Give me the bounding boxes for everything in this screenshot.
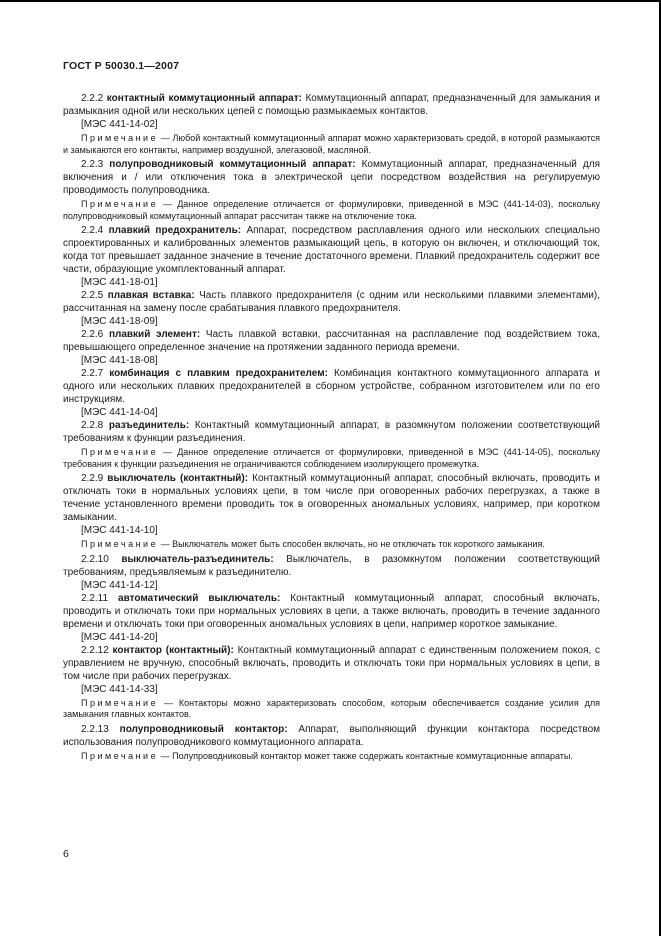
note-text: — Любой контактный коммутационный аппарат можно характеризовать средой, в которой размыкаются и замыкаются его контакты, например воздушной, элегазовой, масляной. [63, 133, 600, 155]
iec-reference: [МЭС 441-18-01] [81, 277, 158, 288]
definition-text: Контактный коммутационный аппарат, в разомкнутом положении соответствующий требованиям к функции разъединения. [63, 420, 601, 444]
clause-number: 2.2.2 [81, 93, 104, 104]
clause-number: 2.2.13 [81, 723, 109, 735]
note-label: Примечание [81, 539, 159, 549]
note-paragraph [63, 133, 600, 156]
definition-text: Контактный коммутационный аппарат с единственным положением покоя, с управлением не вручную, способный включать, проводить и отключать токи при нормальных условиях в цепи, в том числе при рабочих перегрузках. [63, 644, 600, 682]
definition-paragraph [63, 328, 600, 354]
clause-number: 2.2.9 [81, 473, 104, 484]
definition-text: Часть плавкого предохранителя (с одним или несколькими плавкими элементами), рассчитанная на замену после срабатывания плавкого предохранителя. [63, 290, 601, 314]
definition-text: Аппарат, посредством расплавления одного или нескольких специально спроектированных и калиброванных элементов размыкающий цепь, в которую он включен, и отключающий ток, когда тот превышает заданное значение в течение достаточного времени. Плавкий предохранитель содержит все части, образующие укомплектованный аппарат. [63, 225, 600, 275]
definition-text: Контактный коммутационный аппарат, способный включать, проводить и отключать токи в нормальных условиях цепи, в том числе при оговоренных рабочих перегрузках, а также в течение установленного времени проводить ток в оговоренных аномальных условиях, например, при коротком замыкании. [63, 473, 601, 523]
definition-paragraph [63, 553, 600, 579]
page-content [63, 92, 600, 764]
definition-text: Аппарат, выполняющий функции контактора посредством использования полупроводникового коммутационного аппарата. [63, 723, 601, 748]
note-paragraph [63, 539, 600, 551]
clause-number: 2.2.7 [81, 368, 104, 379]
note-text: — Контакторы можно характеризовать способом, которым обеспечивается создание усилия для замыкания главных контактов. [63, 697, 600, 719]
note-text: — Данное определение отличается от формулировки, приведенной в МЭС (441-14-05), поскольку требования к функции разъединения не ограничиваются соблюдением изолирующего промежутка. [63, 447, 600, 469]
term: полупроводниковый контактор: [119, 723, 288, 735]
clause-number: 2.2.8 [81, 420, 104, 431]
note-text: — Выключатель может быть способен включать, но не отключать ток короткого замыкания. [160, 539, 545, 549]
page-number: 6 [63, 848, 69, 860]
iec-reference: [МЭС 441-14-12] [81, 579, 158, 591]
clause-number: 2.2.3 [81, 159, 104, 170]
definition-paragraph [63, 592, 600, 631]
note-paragraph [63, 199, 600, 222]
note-label: Примечание [81, 447, 159, 457]
definition-text: Контактный коммутационный аппарат, способный включать, проводить и отключать токи при нормальных условиях в цепи, а также включать, проводить в течение заданного времени и отключать токи при оговоренных аномальных условиях в цепи, например короткое замыкание. [63, 592, 600, 630]
term: комбинация с плавким предохранителем: [109, 368, 328, 379]
note-label: Примечание [81, 133, 159, 143]
definition-text: Комбинация контактного коммутационного аппарата и одного или нескольких плавких предохранителей в сборном устройстве, собранном изготовителем или по его инструкциям. [63, 368, 600, 405]
clause-number: 2.2.5 [81, 290, 104, 301]
definition-text: Коммутационный аппарат, предназначенный для замыкания и размыкания одной или нескольких цепей с помощью размыкаемых контактов. [63, 93, 600, 117]
iec-reference: [МЭС 441-14-04] [81, 407, 158, 418]
definition-text: Выключатель, в разомкнутом положении соответствующий требованиям, предъявляемым к разъединителю. [63, 553, 601, 578]
clause-number: 2.2.6 [81, 329, 104, 340]
iec-reference: [МЭС 441-14-33] [81, 683, 158, 695]
term: контактор (контактный): [112, 644, 234, 656]
term: автоматический выключатель: [118, 592, 281, 604]
note-text: — Полупроводниковый контактор может также содержать контактные коммутационные аппараты. [160, 750, 573, 761]
definition-text: Часть плавкой вставки, рассчитанная на расплавление под воздействием тока, превышающего определенное значение на протяжении заданного периода времени. [63, 329, 601, 353]
term: плавкий предохранитель: [108, 225, 242, 236]
note-label: Примечание [81, 750, 159, 761]
note-paragraph [63, 698, 600, 721]
definition-paragraph [63, 158, 600, 197]
clause-number: 2.2.11 [81, 592, 109, 604]
definition-paragraph [63, 92, 600, 118]
definition-paragraph [63, 644, 600, 683]
definition-paragraph [63, 367, 600, 406]
note-label: Примечание [81, 697, 159, 708]
clause-number: 2.2.4 [81, 225, 104, 236]
term: плавкая вставка: [107, 290, 195, 301]
clause-number: 2.2.12 [81, 644, 109, 656]
note-paragraph [63, 751, 600, 763]
term: полупроводниковый коммутационный аппарат: [109, 159, 356, 170]
definition-paragraph [63, 289, 600, 315]
note-label: Примечание [81, 199, 159, 209]
definition-paragraph [63, 723, 600, 749]
document-header: ГОСТ Р 50030.1—2007 [63, 60, 180, 72]
term: выключатель-разъединитель: [121, 553, 274, 565]
definition-text: Коммутационный аппарат, предназначенный для включения и / или отключения тока в электрической цепи посредством воздействия на регулируемую проводимость полупроводника. [63, 159, 600, 196]
definition-paragraph [63, 472, 600, 524]
clause-number: 2.2.10 [81, 553, 109, 565]
definition-paragraph [63, 224, 600, 276]
iec-reference: [МЭС 441-18-09] [81, 316, 158, 327]
term: контактный коммутационный аппарат: [106, 93, 302, 104]
iec-reference: [МЭС 441-14-20] [81, 631, 158, 643]
term: выключатель (контактный): [107, 473, 249, 484]
definition-paragraph [63, 419, 600, 445]
iec-reference: [МЭС 441-14-10] [81, 525, 158, 536]
iec-reference: [МЭС 441-14-02] [81, 119, 158, 130]
iec-reference: [МЭС 441-18-08] [81, 355, 158, 366]
note-text: — Данное определение отличается от формулировки, приведенной в МЭС (441-14-03), поскольку полупроводниковый коммутационный аппарат рассчитан также на отключение тока. [63, 199, 600, 221]
note-paragraph [63, 447, 600, 470]
term: разъединитель: [108, 420, 190, 431]
term: плавкий элемент: [108, 329, 201, 340]
